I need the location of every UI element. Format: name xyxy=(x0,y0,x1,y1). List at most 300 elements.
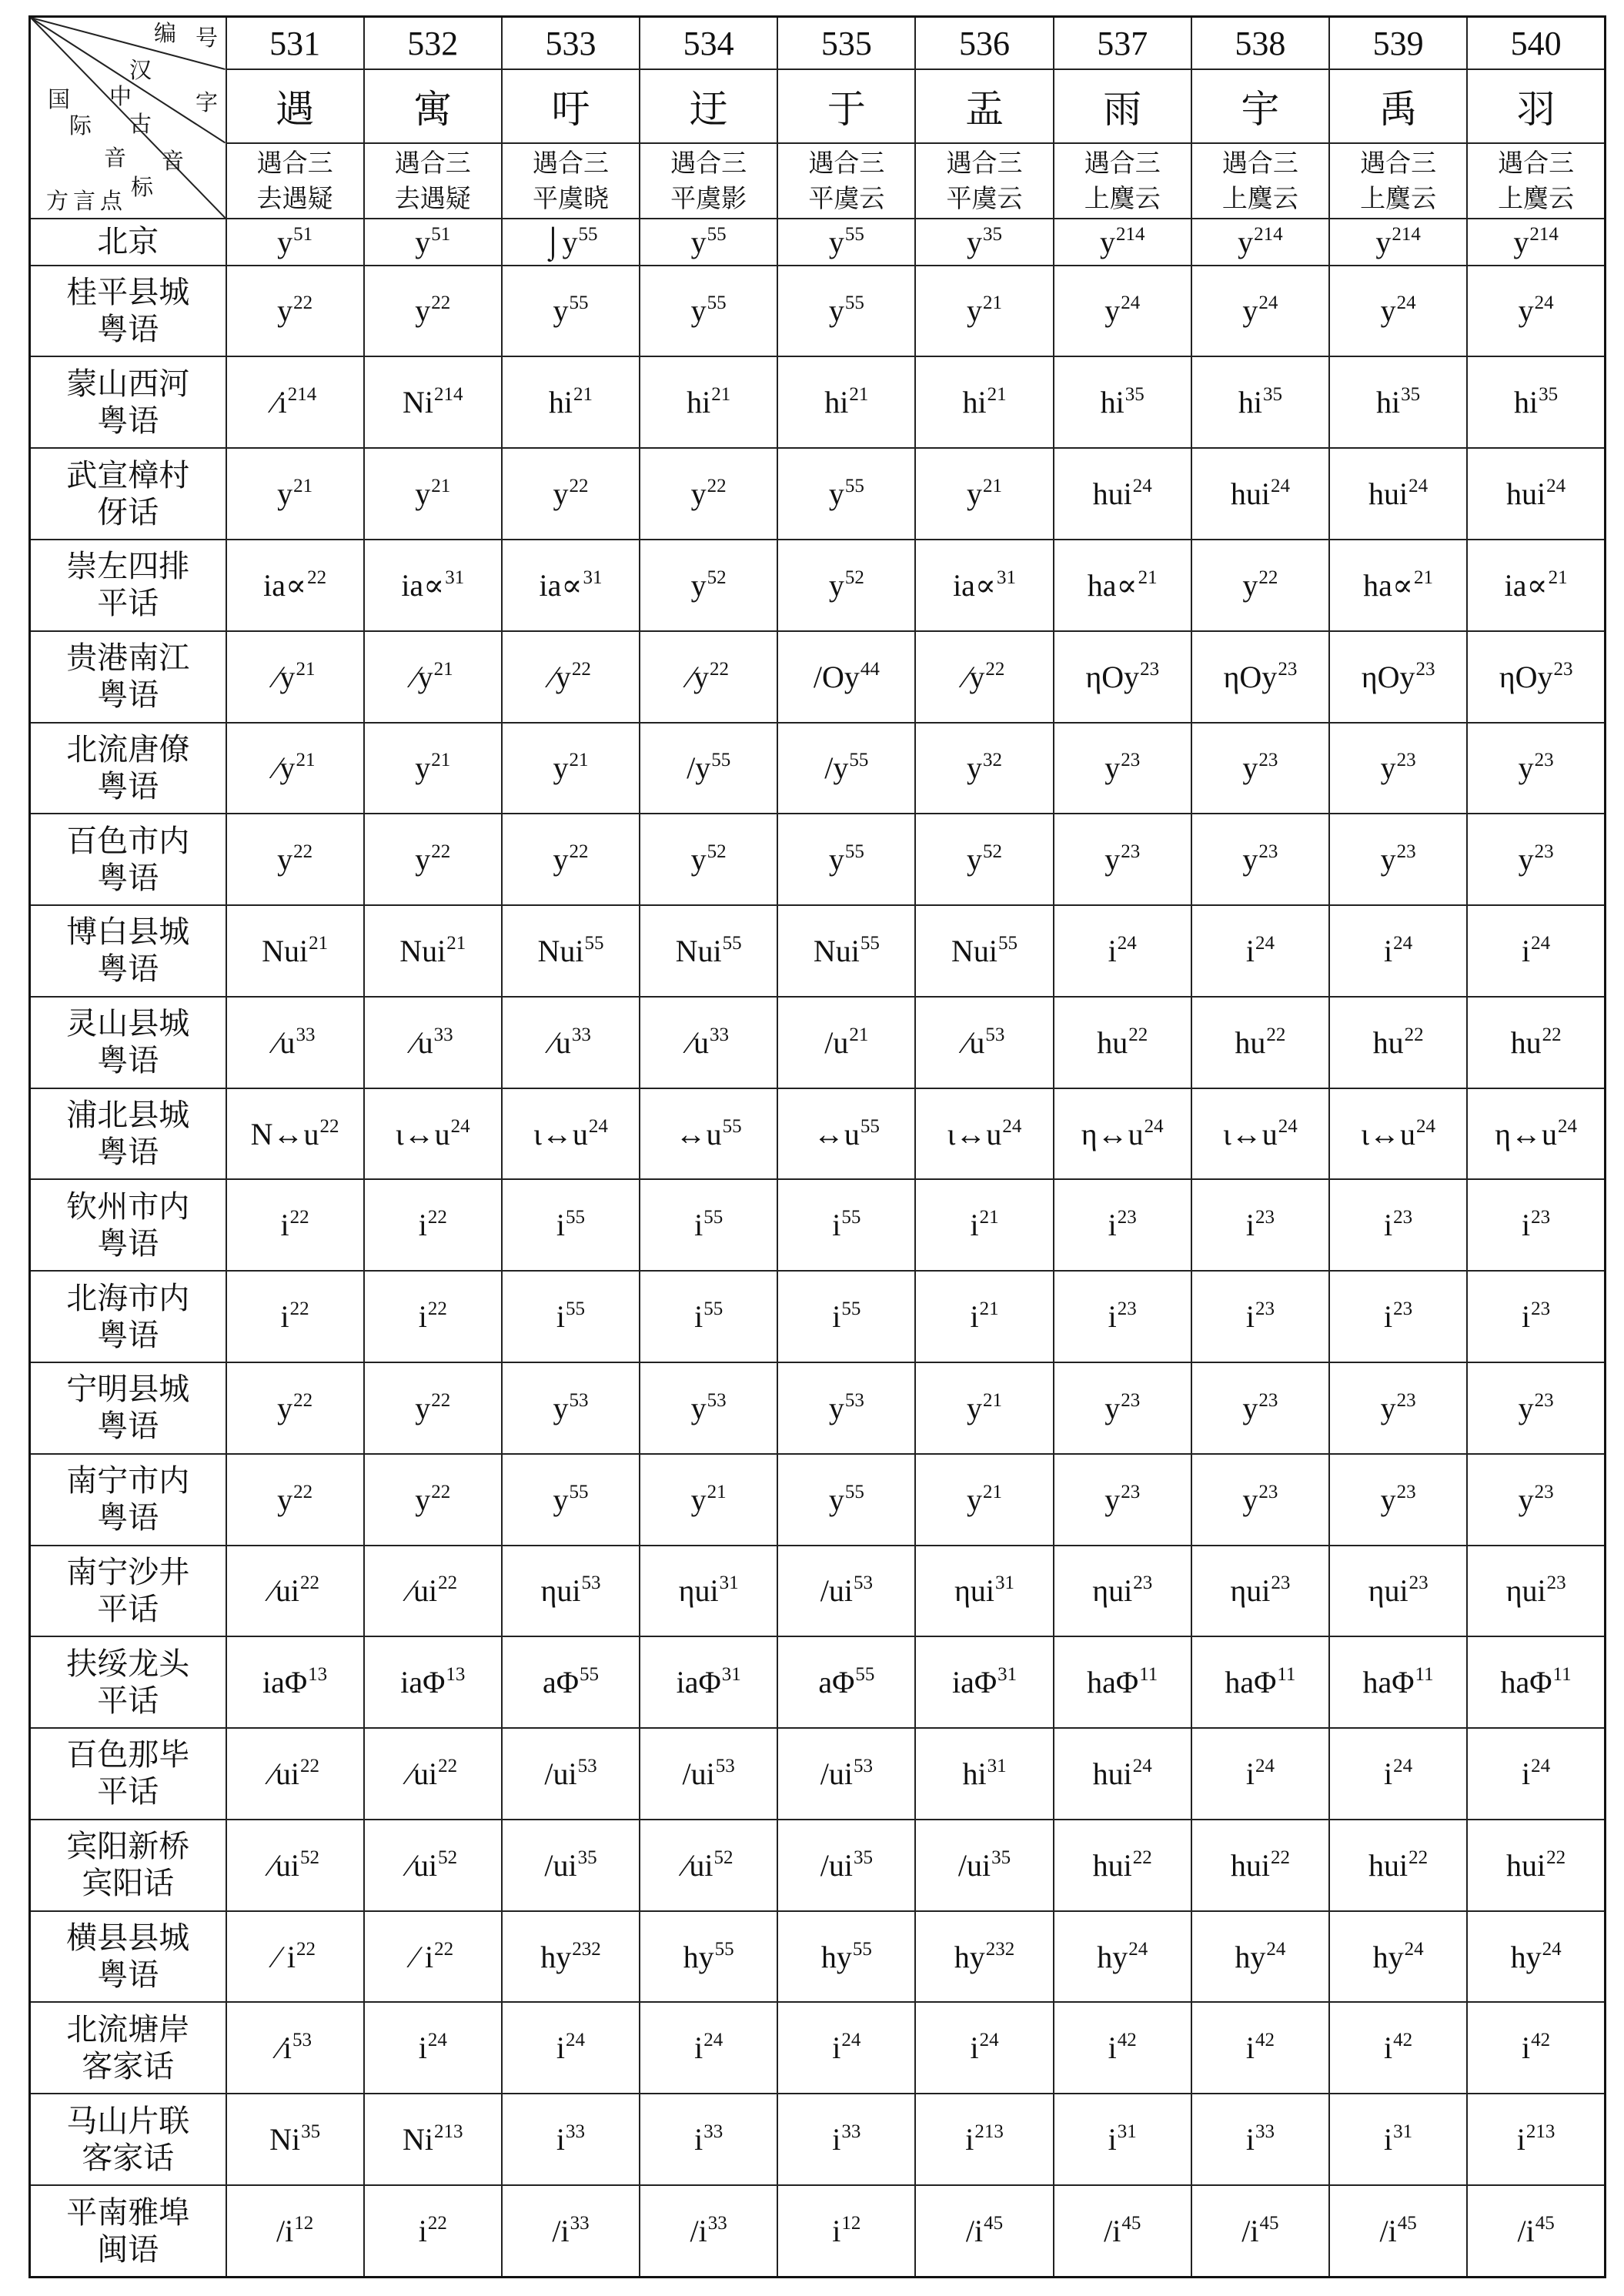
pronunciation-cell xyxy=(1467,1728,1605,1820)
pronunciation-cell xyxy=(502,266,640,357)
classification-line: 平虞影 xyxy=(670,183,747,213)
pronunciation-cell xyxy=(1467,1088,1605,1180)
dialect-location xyxy=(30,631,226,723)
ipa-syllable: hu xyxy=(1097,1024,1128,1060)
pronunciation-cell xyxy=(915,540,1053,631)
ipa-syllable: y xyxy=(1513,224,1529,259)
tone-number: 55 xyxy=(844,223,864,245)
ipa-syllable: i xyxy=(694,2030,703,2066)
pronunciation-cell xyxy=(502,1728,640,1820)
tone-number: 22 xyxy=(1266,1024,1286,1045)
ipa-syllable: i xyxy=(1384,2122,1393,2157)
tone-number: 22 xyxy=(438,1572,458,1594)
tone-number: 21 xyxy=(433,658,453,680)
classification-line: 遇合三 xyxy=(394,148,471,178)
tone-number: 33 xyxy=(703,2121,723,2143)
pronunciation-cell xyxy=(1329,1636,1467,1728)
pronunciation-cell xyxy=(777,814,915,905)
ipa-syllable: y xyxy=(690,842,707,877)
ipa-syllable: y xyxy=(1104,750,1121,786)
ipa-syllable: ia∝ xyxy=(539,567,583,603)
ipa-syllable: /Oy xyxy=(813,659,860,694)
table-body xyxy=(30,17,1606,2278)
tone-number: 23 xyxy=(1408,1572,1429,1594)
location-line: 浦北县城 xyxy=(66,1098,190,1134)
tone-number: 23 xyxy=(1133,1572,1153,1594)
pronunciation-cell xyxy=(502,1911,640,2003)
dialect-location xyxy=(30,1088,226,1180)
pronunciation-cell xyxy=(1054,1271,1191,1362)
pronunciation-cell xyxy=(226,540,364,631)
location-line: 灵山县城 xyxy=(66,1006,190,1042)
ipa-syllable: haΦ xyxy=(1225,1665,1277,1700)
column-character: 宇 xyxy=(1191,69,1329,143)
tone-number: 22 xyxy=(1128,1024,1148,1045)
ipa-syllable: haΦ xyxy=(1500,1665,1552,1700)
pronunciation-cell xyxy=(364,631,502,723)
pronunciation-cell xyxy=(777,540,915,631)
tone-number: 214 xyxy=(434,384,463,406)
ipa-syllable: hy xyxy=(1510,1939,1542,1974)
ipa-syllable: y xyxy=(828,1390,844,1425)
pronunciation-cell xyxy=(502,2002,640,2094)
ipa-syllable: ⁄u xyxy=(688,1024,709,1060)
ipa-syllable: ηui xyxy=(1505,1573,1546,1609)
pronunciation-cell xyxy=(915,1179,1053,1271)
corner-label: 标 xyxy=(131,174,154,200)
tone-number: 24 xyxy=(1404,1938,1424,1960)
pronunciation-cell xyxy=(1191,1546,1329,1637)
ipa-syllable: i xyxy=(1522,1299,1531,1335)
column-classification xyxy=(502,143,640,219)
pronunciation-cell xyxy=(1329,448,1467,540)
pronunciation-cell xyxy=(915,814,1053,905)
location-line: 平话 xyxy=(97,1774,159,1810)
tone-number: 12 xyxy=(294,2213,314,2234)
column-classification xyxy=(915,143,1053,219)
ipa-syllable: y xyxy=(828,293,844,329)
pronunciation-cell xyxy=(1467,1911,1605,2003)
ipa-syllable: ηOy xyxy=(1085,659,1140,694)
tone-number: 44 xyxy=(860,658,880,680)
tone-number: 21 xyxy=(296,750,316,771)
pronunciation-cell xyxy=(1054,1911,1191,2003)
tone-number: 23 xyxy=(1258,1481,1278,1502)
ipa-syllable: hu xyxy=(1235,1024,1266,1060)
pronunciation-cell xyxy=(640,1271,777,1362)
ipa-syllable: i xyxy=(1522,1756,1531,1791)
pronunciation-cell xyxy=(502,1546,640,1637)
ipa-syllable: i xyxy=(694,1299,703,1335)
pronunciation-cell xyxy=(1191,1454,1329,1546)
pronunciation-cell xyxy=(1329,2094,1467,2185)
ipa-syllable: y xyxy=(1380,842,1396,877)
ipa-syllable: ⁄u xyxy=(550,1024,571,1060)
ipa-syllable: hi xyxy=(1238,385,1262,420)
tone-number: 24 xyxy=(566,2030,586,2051)
pronunciation-cell xyxy=(1467,448,1605,540)
ipa-syllable: ⁄ui xyxy=(683,1847,713,1883)
ipa-syllable: y xyxy=(967,842,983,877)
ipa-syllable: hui xyxy=(1092,1756,1132,1791)
pronunciation-cell xyxy=(226,814,364,905)
dialect-location xyxy=(30,2002,226,2094)
ipa-syllable: y xyxy=(690,476,707,512)
location-line: 粤语 xyxy=(97,1043,159,1079)
pronunciation-cell xyxy=(640,1362,777,1454)
pronunciation-cell xyxy=(1054,356,1191,448)
pronunciation-cell xyxy=(1467,1546,1605,1637)
tone-number: 31 xyxy=(445,566,465,588)
classification-line: 遇合三 xyxy=(1084,148,1161,178)
ipa-syllable: i xyxy=(1108,1208,1117,1243)
tone-number: 23 xyxy=(1534,1481,1554,1502)
tone-number: 35 xyxy=(1262,384,1282,406)
classification-line: 遇合三 xyxy=(532,148,609,178)
tone-number: 22 xyxy=(1408,1846,1429,1868)
pronunciation-cell xyxy=(777,2002,915,2094)
pronunciation-cell xyxy=(915,1088,1053,1180)
pronunciation-cell xyxy=(777,1362,915,1454)
dialect-location xyxy=(30,2094,226,2185)
pronunciation-cell xyxy=(640,219,777,266)
tone-number: 55 xyxy=(584,932,604,954)
table-row xyxy=(30,2002,1606,2094)
pronunciation-cell xyxy=(915,1546,1053,1637)
pronunciation-cell xyxy=(1329,723,1467,814)
dialect-location xyxy=(30,266,226,357)
column-character: 迂 xyxy=(640,69,777,143)
ipa-syllable: ηui xyxy=(1092,1573,1133,1609)
tone-number: 11 xyxy=(1139,1664,1158,1686)
tone-number: 52 xyxy=(983,841,1003,863)
pronunciation-cell xyxy=(640,1636,777,1728)
table-row xyxy=(30,1636,1606,1728)
header-char-row xyxy=(30,69,1606,143)
pronunciation-cell xyxy=(1191,1088,1329,1180)
tone-number: 11 xyxy=(1552,1664,1572,1686)
ipa-syllable: i xyxy=(418,2030,427,2066)
location-line: 粤语 xyxy=(97,768,159,804)
ipa-syllable: ⁄y xyxy=(688,659,709,694)
pronunciation-cell xyxy=(777,356,915,448)
column-character: 寓 xyxy=(364,69,502,143)
ipa-syllable: ha∝ xyxy=(1363,567,1413,603)
pronunciation-cell xyxy=(1467,2185,1605,2278)
ipa-syllable: /i xyxy=(690,2214,707,2248)
pronunciation-cell xyxy=(1191,1911,1329,2003)
ipa-syllable: y xyxy=(1104,293,1121,329)
pronunciation-cell xyxy=(1329,814,1467,905)
tone-number: 23 xyxy=(1534,841,1554,863)
pronunciation-cell xyxy=(1054,1820,1191,1911)
tone-number: 24 xyxy=(1531,1755,1551,1776)
pronunciation-cell xyxy=(364,997,502,1088)
tone-number: 22 xyxy=(985,658,1005,680)
ipa-syllable: Nui xyxy=(813,933,860,968)
ipa-syllable: ηui xyxy=(540,1573,581,1609)
tone-number: 52 xyxy=(299,1846,319,1868)
ipa-syllable: /i xyxy=(1379,2214,1397,2248)
location-line: 粤语 xyxy=(97,860,159,896)
pronunciation-cell xyxy=(777,448,915,540)
tone-number: 214 xyxy=(287,384,317,406)
ipa-syllable: ι↔u xyxy=(533,1116,588,1151)
location-line: 桂平县城 xyxy=(66,274,190,310)
tone-number: 33 xyxy=(841,2121,861,2143)
tone-number: 55 xyxy=(711,750,731,771)
classification-line: 去遇疑 xyxy=(394,183,471,213)
tone-number: 23 xyxy=(1531,1207,1551,1228)
ipa-syllable: y xyxy=(1380,1390,1396,1425)
pronunciation-cell xyxy=(1329,1546,1467,1637)
pronunciation-cell xyxy=(1329,997,1467,1088)
ipa-syllable: ι↔u xyxy=(1223,1116,1278,1151)
column-character: 盂 xyxy=(915,69,1053,143)
tone-number: 55 xyxy=(707,292,727,314)
ipa-syllable: y xyxy=(415,750,431,786)
ipa-syllable: ι↔u xyxy=(947,1116,1002,1151)
tone-number: 55 xyxy=(844,476,864,497)
column-number: 537 xyxy=(1054,17,1191,70)
pronunciation-cell xyxy=(915,1636,1053,1728)
ipa-syllable: ia∝ xyxy=(263,567,307,603)
pronunciation-cell xyxy=(502,2094,640,2185)
table-row xyxy=(30,1271,1606,1362)
pronunciation-cell xyxy=(364,1454,502,1546)
ipa-syllable: Ni xyxy=(403,385,434,420)
pronunciation-cell xyxy=(502,1362,640,1454)
ipa-syllable: hi xyxy=(1100,385,1124,420)
pronunciation-cell xyxy=(502,1636,640,1728)
tone-number: 21 xyxy=(431,750,451,771)
ipa-syllable: hy xyxy=(683,1939,714,1974)
tone-number: 22 xyxy=(293,1481,313,1502)
tone-number: 55 xyxy=(579,1664,599,1686)
pronunciation-cell xyxy=(1467,540,1605,631)
tone-number: 42 xyxy=(1255,2030,1275,2051)
tone-number: 24 xyxy=(1408,476,1429,497)
tone-number: 55 xyxy=(855,1664,875,1686)
pronunciation-cell xyxy=(364,723,502,814)
ipa-syllable: /i xyxy=(965,2214,984,2248)
ipa-syllable: y xyxy=(277,1390,293,1425)
pronunciation-cell xyxy=(777,1911,915,2003)
ipa-syllable: ⁄y xyxy=(550,659,571,694)
pronunciation-cell xyxy=(1054,631,1191,723)
pronunciation-cell xyxy=(915,1362,1053,1454)
tone-number: 22 xyxy=(431,292,451,314)
pronunciation-cell xyxy=(1054,814,1191,905)
ipa-syllable: y xyxy=(1518,1482,1534,1517)
tone-number: 55 xyxy=(841,1207,861,1228)
table-row xyxy=(30,266,1606,357)
ipa-syllable: hu xyxy=(1372,1024,1404,1060)
ipa-syllable: Nui xyxy=(399,933,446,968)
tone-number: 51 xyxy=(431,223,451,245)
tone-number: 24 xyxy=(1393,932,1413,954)
ipa-syllable: y xyxy=(1242,842,1258,877)
location-line: 粤语 xyxy=(97,403,159,439)
pronunciation-cell xyxy=(777,1820,915,1911)
pronunciation-cell xyxy=(226,905,364,997)
tone-number: 35 xyxy=(301,2121,321,2143)
ipa-syllable: ⁄ui xyxy=(270,1847,299,1883)
dialect-location xyxy=(30,814,226,905)
column-number: 534 xyxy=(640,17,777,70)
location-line: 南宁市内 xyxy=(66,1463,190,1499)
tone-number: 21 xyxy=(431,476,451,497)
location-line: 粤语 xyxy=(97,1409,159,1445)
tone-number: 24 xyxy=(979,2030,999,2051)
tone-number: 23 xyxy=(1534,750,1554,771)
pronunciation-cell xyxy=(364,219,502,266)
pronunciation-cell xyxy=(915,266,1053,357)
classification-line: 去遇疑 xyxy=(256,183,333,213)
tone-number: 55 xyxy=(860,932,880,954)
tone-number: 42 xyxy=(1117,2030,1137,2051)
tone-number: 23 xyxy=(1393,1207,1413,1228)
tone-number: 12 xyxy=(841,2213,861,2234)
pronunciation-cell xyxy=(1329,219,1467,266)
ipa-syllable: iaΦ xyxy=(951,1665,997,1700)
ipa-syllable: /ui xyxy=(544,1756,577,1791)
tone-number: 35 xyxy=(1539,384,1559,406)
ipa-syllable: ⁄ i xyxy=(412,1939,434,1974)
ipa-syllable: ⁄y xyxy=(274,750,296,786)
location-line: 博白县城 xyxy=(66,914,190,951)
corner-label: 际 xyxy=(69,112,92,139)
tone-number: 21 xyxy=(573,384,593,406)
pronunciation-cell xyxy=(1191,540,1329,631)
pronunciation-cell xyxy=(1329,1088,1467,1180)
tone-number: 13 xyxy=(446,1664,466,1686)
ipa-syllable: y xyxy=(690,1482,707,1517)
ipa-syllable: hui xyxy=(1368,1847,1408,1883)
pronunciation-cell xyxy=(364,2094,502,2185)
tone-number: 45 xyxy=(1121,2213,1141,2234)
tone-number: 45 xyxy=(1397,2213,1417,2234)
classification-line: 遇合三 xyxy=(946,148,1023,178)
tone-number: 24 xyxy=(1531,932,1551,954)
pronunciation-cell xyxy=(640,1546,777,1637)
location-line: 武宣樟村 xyxy=(66,457,190,493)
pronunciation-cell xyxy=(1191,266,1329,357)
location-line: 蒙山西河 xyxy=(66,366,190,402)
ipa-syllable: Ni xyxy=(403,2122,434,2157)
pronunciation-cell xyxy=(777,219,915,266)
tone-number: 213 xyxy=(974,2121,1004,2143)
tone-number: 21 xyxy=(296,658,316,680)
ipa-syllable: /i xyxy=(276,2214,294,2248)
tone-number: 55 xyxy=(703,1207,723,1228)
pronunciation-cell xyxy=(226,2185,364,2278)
classification-line: 遇合三 xyxy=(808,148,885,178)
pronunciation-cell xyxy=(502,1454,640,1546)
corner-label: 号 xyxy=(195,25,219,51)
pronunciation-cell xyxy=(364,1271,502,1362)
location-line: 平话 xyxy=(97,1683,159,1719)
ipa-syllable: i xyxy=(1384,933,1393,968)
column-classification xyxy=(226,143,364,219)
ipa-syllable: /ui xyxy=(957,1847,991,1883)
location-line: 横县县城 xyxy=(66,1920,190,1957)
tone-number: 23 xyxy=(1278,658,1298,680)
tone-number: 22 xyxy=(427,1207,447,1228)
tone-number: 35 xyxy=(853,1846,873,1868)
ipa-syllable: aΦ xyxy=(542,1665,579,1700)
ipa-syllable: ⁄ui xyxy=(408,1573,438,1609)
ipa-syllable: y xyxy=(690,293,707,329)
tone-number: 42 xyxy=(1531,2030,1551,2051)
ipa-syllable: i xyxy=(1108,2122,1117,2157)
ipa-syllable: y xyxy=(1380,293,1396,329)
tone-number: 22 xyxy=(431,1481,451,1502)
location-line: 北海市内 xyxy=(66,1280,190,1316)
pronunciation-cell xyxy=(1329,1911,1467,2003)
ipa-syllable: y xyxy=(690,1390,707,1425)
classification-line: 遇合三 xyxy=(1221,148,1298,178)
ipa-syllable: ηOy xyxy=(1223,659,1278,694)
dialect-table xyxy=(28,15,1606,2278)
tone-number: 53 xyxy=(853,1755,873,1776)
pronunciation-cell xyxy=(502,1820,640,1911)
tone-number: 55 xyxy=(707,223,727,245)
pronunciation-cell xyxy=(777,1636,915,1728)
tone-number: 22 xyxy=(319,1115,339,1137)
tone-number: 23 xyxy=(1553,658,1573,680)
table-row xyxy=(30,2094,1606,2185)
pronunciation-cell xyxy=(1467,1454,1605,1546)
pronunciation-cell xyxy=(226,1546,364,1637)
pronunciation-cell xyxy=(1054,1636,1191,1728)
pronunciation-cell xyxy=(1329,1820,1467,1911)
pronunciation-cell xyxy=(1191,997,1329,1088)
tone-number: 33 xyxy=(566,2121,586,2143)
pronunciation-cell xyxy=(364,1728,502,1820)
tone-number: 53 xyxy=(715,1755,735,1776)
ipa-syllable: y xyxy=(967,293,983,329)
tone-number: 21 xyxy=(293,476,313,497)
ipa-syllable: ⁄ i xyxy=(274,1939,296,1974)
ipa-syllable: y xyxy=(967,1482,983,1517)
pronunciation-cell xyxy=(1467,997,1605,1088)
tone-number: 31 xyxy=(719,1572,739,1594)
tone-number: 21 xyxy=(849,384,869,406)
pronunciation-cell xyxy=(1054,2094,1191,2185)
pronunciation-cell xyxy=(502,448,640,540)
pronunciation-cell xyxy=(226,1636,364,1728)
column-number: 536 xyxy=(915,17,1053,70)
dialect-location xyxy=(30,1454,226,1546)
ipa-syllable: y xyxy=(967,476,983,512)
tone-number: 23 xyxy=(1396,1481,1416,1502)
tone-number: 24 xyxy=(1144,1115,1164,1137)
tone-number: 55 xyxy=(860,1115,880,1137)
ipa-syllable: ⌡y xyxy=(543,224,578,259)
tone-number: 31 xyxy=(997,566,1016,588)
tone-number: 55 xyxy=(722,932,742,954)
table-row xyxy=(30,997,1606,1088)
pronunciation-cell xyxy=(777,723,915,814)
ipa-syllable: /ui xyxy=(544,1847,577,1883)
pronunciation-cell xyxy=(1329,540,1467,631)
tone-number: 22 xyxy=(569,841,589,863)
ipa-syllable: y xyxy=(1104,1390,1121,1425)
tone-number: 13 xyxy=(308,1664,328,1686)
tone-number: 23 xyxy=(1121,1481,1141,1502)
tone-number: 24 xyxy=(427,2030,447,2051)
